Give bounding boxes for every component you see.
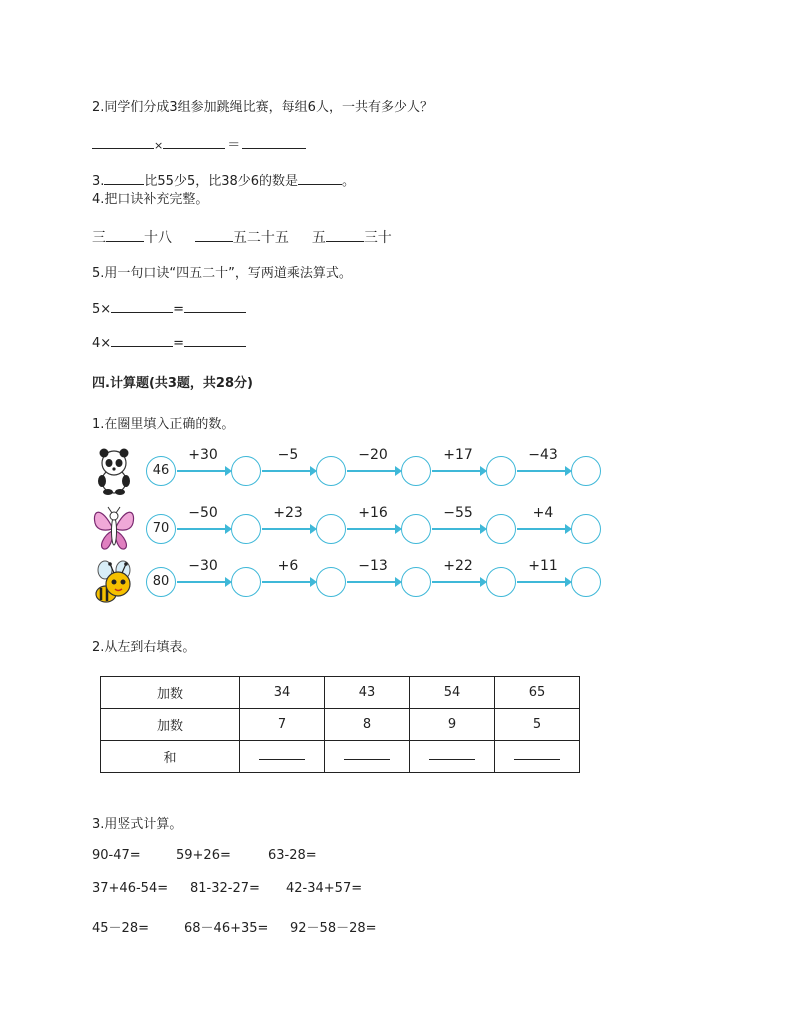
question-2-text: 2.同学们分成3组参加跳绳比赛，每组6人，一共有多少人？ xyxy=(92,100,433,115)
answer-cell[interactable] xyxy=(325,741,410,773)
number-chain-2 xyxy=(92,505,612,555)
arrow xyxy=(517,528,570,530)
answer-blank[interactable] xyxy=(111,300,173,313)
equals-sign: ＝ xyxy=(227,138,241,153)
table-cell: 5 xyxy=(495,709,580,741)
answer-blank[interactable] xyxy=(92,136,154,149)
answer-blank[interactable] xyxy=(104,172,144,185)
expression: 63-28= xyxy=(268,848,317,863)
answer-circle[interactable] xyxy=(571,514,601,544)
table-cell: 54 xyxy=(410,677,495,709)
answer-circle[interactable] xyxy=(401,456,431,486)
equation-prefix: 4× xyxy=(92,336,112,351)
operation-label: −43 xyxy=(528,447,558,463)
expression: 45－28= xyxy=(92,921,149,936)
answer-circle[interactable] xyxy=(316,456,346,486)
table-cell: 43 xyxy=(325,677,410,709)
table-row xyxy=(101,741,580,773)
arrow xyxy=(517,470,570,472)
answer-circle[interactable] xyxy=(316,567,346,597)
answer-circle[interactable] xyxy=(571,456,601,486)
calc-2-title: 2.从左到右填表。 xyxy=(92,640,196,655)
answer-circle[interactable] xyxy=(401,514,431,544)
answer-blank[interactable] xyxy=(111,334,173,347)
addition-table xyxy=(100,676,580,773)
answer-blank[interactable] xyxy=(195,229,233,242)
answer-blank[interactable] xyxy=(514,749,560,760)
rhyme-text: 五 xyxy=(311,230,326,246)
question-4-title: 4.把口诀补充完整。 xyxy=(92,192,209,207)
answer-circle[interactable] xyxy=(486,456,516,486)
table-row xyxy=(101,677,580,709)
question-4-rhymes xyxy=(92,227,392,247)
arrow xyxy=(432,581,485,583)
calc-1-title: 1.在圈里填入正确的数。 xyxy=(92,417,235,432)
rhyme-text: 五二十五 xyxy=(232,230,289,246)
section-4-title: 四.计算题(共3题，共28分) xyxy=(92,376,253,391)
answer-blank[interactable] xyxy=(242,136,306,149)
rhyme-text: 三 xyxy=(92,230,106,246)
answer-circle[interactable] xyxy=(231,567,261,597)
answer-cell[interactable] xyxy=(495,741,580,773)
operation-label: +17 xyxy=(443,447,473,463)
expression: 42-34+57= xyxy=(286,881,363,896)
number-chain-3 xyxy=(92,558,612,608)
answer-circle[interactable] xyxy=(486,514,516,544)
answer-cell[interactable] xyxy=(240,741,325,773)
expression: 90-47= xyxy=(92,848,141,863)
answer-blank[interactable] xyxy=(298,172,342,185)
question-3-text: 比55少5，比38少6的数是 xyxy=(144,174,299,189)
answer-circle[interactable] xyxy=(401,567,431,597)
answer-blank[interactable] xyxy=(184,300,246,313)
bee-icon xyxy=(92,558,136,606)
answer-blank[interactable] xyxy=(326,229,364,242)
question-2-answer-line xyxy=(92,134,306,153)
answer-blank[interactable] xyxy=(259,749,305,760)
question-3-end: 。 xyxy=(342,174,356,189)
expression: 92－58－28= xyxy=(290,921,377,936)
number-chain-1 xyxy=(92,447,612,497)
panda-icon xyxy=(92,447,136,495)
answer-blank[interactable] xyxy=(163,136,225,149)
answer-circle[interactable] xyxy=(486,567,516,597)
arrow xyxy=(262,581,315,583)
rhyme-text: 十八 xyxy=(144,230,172,246)
question-5-title: 5.用一句口诀“四五二十”，写两道乘法算式。 xyxy=(92,266,352,281)
start-circle: 70 xyxy=(146,514,176,544)
arrow xyxy=(262,528,315,530)
row-header: 加数 xyxy=(101,709,240,741)
arrow xyxy=(347,528,400,530)
operation-label: −30 xyxy=(188,558,218,574)
operation-label: +30 xyxy=(188,447,218,463)
equals-sign: = xyxy=(173,302,185,317)
arrow xyxy=(517,581,570,583)
answer-cell[interactable] xyxy=(410,741,495,773)
times-sign: × xyxy=(154,139,164,152)
answer-blank[interactable] xyxy=(184,334,246,347)
answer-circle[interactable] xyxy=(571,567,601,597)
equation-prefix: 5× xyxy=(92,302,112,317)
arrow xyxy=(432,528,485,530)
answer-circle[interactable] xyxy=(231,514,261,544)
expression: 81-32-27= xyxy=(190,881,260,896)
arrow xyxy=(347,581,400,583)
table-cell: 65 xyxy=(495,677,580,709)
question-5-line-2 xyxy=(92,334,246,351)
start-circle: 80 xyxy=(146,567,176,597)
answer-blank[interactable] xyxy=(344,749,390,760)
answer-blank[interactable] xyxy=(106,229,144,242)
arrow xyxy=(347,470,400,472)
operation-label: +11 xyxy=(528,558,558,574)
expression: 37+46-54= xyxy=(92,881,169,896)
start-circle: 46 xyxy=(146,456,176,486)
table-cell: 8 xyxy=(325,709,410,741)
butterfly-icon xyxy=(92,505,136,553)
answer-circle[interactable] xyxy=(316,514,346,544)
operation-label: −20 xyxy=(358,447,388,463)
arrow xyxy=(177,581,230,583)
row-header: 和 xyxy=(101,741,240,773)
operation-label: +4 xyxy=(532,505,554,521)
answer-blank[interactable] xyxy=(429,749,475,760)
row-header: 加数 xyxy=(101,677,240,709)
arrow xyxy=(177,470,230,472)
operation-label: −50 xyxy=(188,505,218,521)
table-cell: 9 xyxy=(410,709,495,741)
table-cell: 7 xyxy=(240,709,325,741)
arrow xyxy=(262,470,315,472)
operation-label: −5 xyxy=(277,447,299,463)
calc-3-title: 3.用竖式计算。 xyxy=(92,817,183,832)
operation-label: −55 xyxy=(443,505,473,521)
arrow xyxy=(177,528,230,530)
question-3 xyxy=(92,170,355,189)
operation-label: +23 xyxy=(273,505,303,521)
operation-label: +16 xyxy=(358,505,388,521)
arrow xyxy=(432,470,485,472)
question-5-line-1 xyxy=(92,300,246,317)
expression: 68－46+35= xyxy=(184,921,269,936)
equals-sign: = xyxy=(173,336,185,351)
table-cell: 34 xyxy=(240,677,325,709)
rhyme-text: 三十 xyxy=(363,230,392,246)
expression: 59+26= xyxy=(176,848,231,863)
question-3-prefix: 3. xyxy=(92,174,105,189)
operation-label: +6 xyxy=(277,558,299,574)
table-row xyxy=(101,709,580,741)
answer-circle[interactable] xyxy=(231,456,261,486)
operation-label: −13 xyxy=(358,558,388,574)
operation-label: +22 xyxy=(443,558,473,574)
